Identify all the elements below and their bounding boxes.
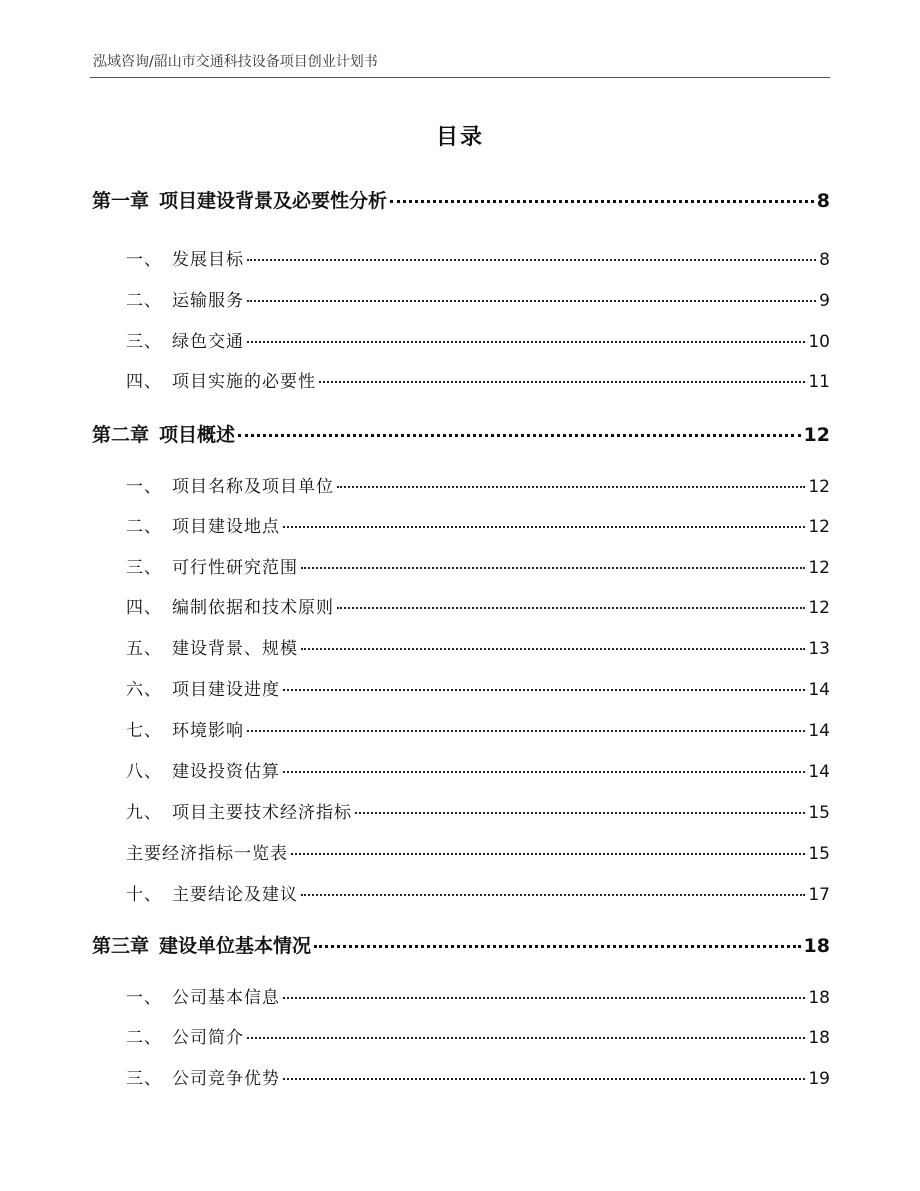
toc-entry-title: 项目实施的必要性	[172, 372, 316, 392]
toc-entry-number: 一、	[126, 477, 162, 497]
toc-page-number: 18	[808, 988, 830, 1008]
toc-page-number: 9	[819, 291, 830, 311]
toc-entry-number: 三、	[126, 558, 162, 578]
toc-chapter-entry[interactable]	[92, 186, 830, 213]
toc-section-entry[interactable]	[126, 1064, 830, 1089]
toc-entry-title: 项目概述	[159, 424, 236, 446]
toc-dot-leader	[247, 259, 816, 261]
toc-dot-leader	[247, 300, 816, 302]
toc-section-entry[interactable]	[126, 327, 830, 352]
toc-entry-number: 四、	[126, 598, 162, 618]
toc-page-number: 14	[808, 680, 830, 700]
toc-section-entry[interactable]	[126, 757, 830, 782]
toc-entry-number: 一、	[126, 250, 162, 270]
toc-page-number: 18	[803, 935, 830, 957]
toc-page-number: 15	[808, 844, 830, 864]
toc-page-number: 15	[808, 803, 830, 823]
toc-entry-number: 九、	[126, 803, 162, 823]
toc-entry-title: 公司竞争优势	[172, 1069, 280, 1089]
toc-chapter-entry[interactable]	[92, 931, 830, 958]
toc-section-entry[interactable]	[126, 983, 830, 1008]
toc-dot-leader	[291, 853, 805, 855]
toc-entry-title: 项目建设地点	[172, 517, 280, 537]
toc-entry-title: 项目建设进度	[172, 680, 280, 700]
toc-page-number: 10	[808, 332, 830, 352]
toc-entry-number: 二、	[126, 1028, 162, 1048]
toc-entry-number: 十、	[126, 885, 162, 905]
toc-section-entry[interactable]	[126, 553, 830, 578]
toc-entry-number: 六、	[126, 680, 162, 700]
toc-entry-number: 第三章	[92, 935, 150, 957]
toc-dot-leader	[301, 567, 805, 569]
toc-dot-leader	[337, 607, 805, 609]
toc-page-number: 12	[808, 477, 830, 497]
toc-dot-leader	[355, 812, 805, 814]
toc-page-number: 8	[816, 190, 830, 212]
toc-page-number: 8	[819, 250, 830, 270]
toc-dot-leader	[247, 730, 805, 732]
toc-dot-leader	[314, 945, 801, 948]
toc-entry-title: 可行性研究范围	[172, 558, 298, 578]
toc-section-entry[interactable]	[126, 634, 830, 659]
toc-entry-number: 三、	[126, 1069, 162, 1089]
toc-section-entry[interactable]	[126, 286, 830, 311]
toc-entry-title: 环境影响	[172, 721, 244, 741]
toc-page-number: 13	[808, 639, 830, 659]
toc-section-entry[interactable]	[126, 839, 830, 864]
toc-dot-leader	[247, 341, 805, 343]
toc-entry-number: 二、	[126, 291, 162, 311]
toc-dot-leader	[283, 1078, 805, 1080]
toc-entry-title: 主要结论及建议	[172, 885, 298, 905]
toc-section-entry[interactable]	[126, 472, 830, 497]
toc-entry-title: 主要经济指标一览表	[126, 844, 288, 864]
toc-page-number: 12	[808, 558, 830, 578]
toc-entry-title: 项目主要技术经济指标	[172, 803, 352, 823]
toc-dot-leader	[337, 486, 805, 488]
toc-entry-number: 七、	[126, 721, 162, 741]
toc-entry-title: 公司简介	[172, 1028, 244, 1048]
toc-page-number: 11	[808, 372, 830, 392]
toc-entry-title: 编制依据和技术原则	[172, 598, 334, 618]
toc-dot-leader	[283, 771, 805, 773]
toc-dot-leader	[283, 526, 805, 528]
toc-entry-number: 第二章	[92, 424, 150, 446]
toc-page-number: 19	[808, 1069, 830, 1089]
running-header: 泓域咨询/韶山市交通科技设备项目创业计划书	[93, 54, 378, 70]
toc-entry-number: 一、	[126, 988, 162, 1008]
toc-entry-number: 第一章	[92, 190, 150, 212]
toc-section-entry[interactable]	[126, 675, 830, 700]
toc-entry-number: 三、	[126, 332, 162, 352]
toc-dot-leader	[283, 689, 805, 691]
toc-page-number: 12	[808, 517, 830, 537]
toc-entry-number: 二、	[126, 517, 162, 537]
toc-section-entry[interactable]	[126, 512, 830, 537]
toc-entry-title: 建设单位基本情况	[159, 935, 312, 957]
toc-section-entry[interactable]	[126, 798, 830, 823]
toc-page-number: 12	[808, 598, 830, 618]
toc-page-number: 12	[803, 424, 830, 446]
header-rule	[90, 77, 830, 78]
toc-chapter-entry[interactable]	[92, 420, 830, 447]
toc-dot-leader	[283, 997, 805, 999]
toc-dot-leader	[247, 1037, 805, 1039]
toc-entry-title: 项目建设背景及必要性分析	[159, 190, 388, 212]
toc-entry-title: 绿色交通	[172, 332, 244, 352]
toc-entry-number: 五、	[126, 639, 162, 659]
toc-section-entry[interactable]	[126, 716, 830, 741]
toc-section-entry[interactable]	[126, 1023, 830, 1048]
toc-dot-leader	[319, 381, 805, 383]
toc-title: 目录	[435, 125, 484, 150]
toc-entry-title: 发展目标	[172, 250, 244, 270]
toc-section-entry[interactable]	[126, 593, 830, 618]
toc-section-entry[interactable]	[126, 245, 830, 270]
toc-entry-title: 公司基本信息	[172, 988, 280, 1008]
toc-dot-leader	[301, 648, 805, 650]
toc-entry-number: 四、	[126, 372, 162, 392]
toc-dot-leader	[301, 894, 805, 896]
toc-entry-title: 项目名称及项目单位	[172, 477, 334, 497]
toc-section-entry[interactable]	[126, 367, 830, 392]
toc-section-entry[interactable]	[126, 880, 830, 905]
toc-page-number: 17	[808, 885, 830, 905]
toc-page-number: 14	[808, 721, 830, 741]
toc-entry-title: 建设投资估算	[172, 762, 280, 782]
toc-entry-title: 运输服务	[172, 291, 244, 311]
toc-dot-leader	[238, 434, 801, 437]
toc-page-number: 14	[808, 762, 830, 782]
toc-page-number: 18	[808, 1028, 830, 1048]
toc-entry-number: 八、	[126, 762, 162, 782]
toc-dot-leader	[390, 200, 814, 203]
toc-entry-title: 建设背景、规模	[172, 639, 298, 659]
